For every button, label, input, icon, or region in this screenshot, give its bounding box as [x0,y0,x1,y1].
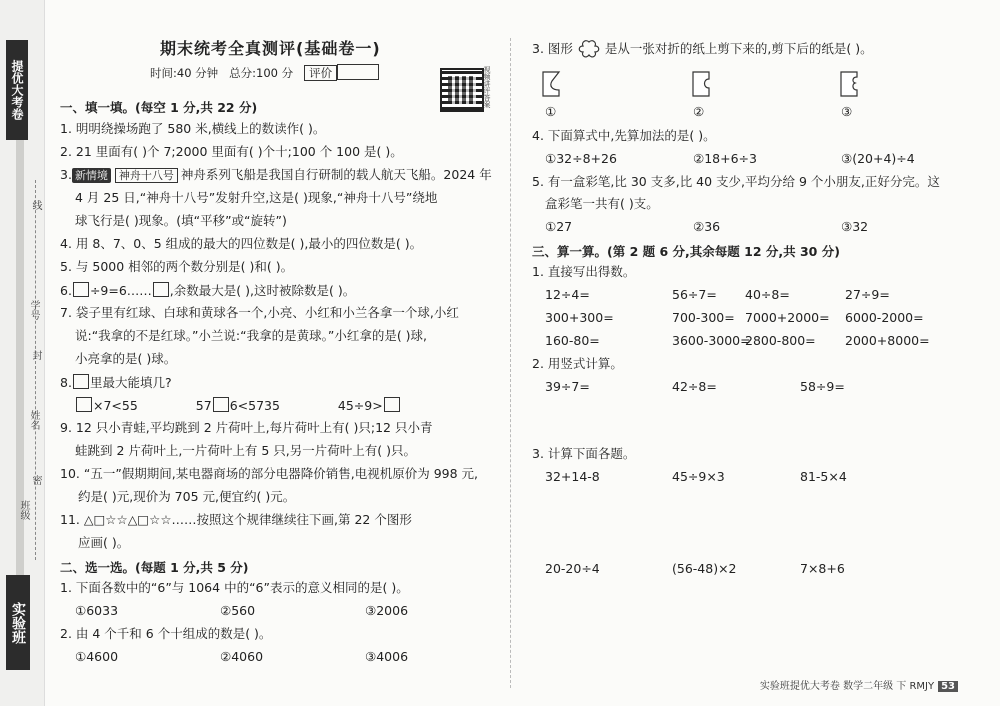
brand-label-top: 提优大考卷 [6,40,28,140]
oral-calc-item: 2000+8000= [845,333,930,348]
paper-cut-option-2-icon [690,70,712,98]
page-divider [510,38,512,688]
answer-box[interactable] [153,282,169,297]
choice-5: 5. 有一盒彩笔,比 30 支多,比 40 支少,平均分给 9 个小朋友,正好分完。这 [532,174,940,189]
page-number: 53 [938,681,958,692]
choice-3-option-2[interactable]: ② [693,104,705,119]
oral-calc-item: 700-300= [672,310,735,325]
question-11-line-2: 应画( )。 [78,535,130,550]
choice-4: 4. 下面算式中,先算加法的是( )。 [532,128,716,143]
time-limit: 时间:40 分钟 [150,66,219,80]
question-1: 1. 明明绕操场跑了 580 米,横线上的数读作( )。 [60,121,326,136]
question-text: 是从一张对折的纸上剪下来的,剪下后的纸是( )。 [604,41,873,56]
name-label: 姓名 [28,410,39,430]
expression: 6<5735 [229,398,280,413]
choice-5-option-3[interactable]: ③32 [841,219,869,234]
choice-2-option-3[interactable]: ③4006 [365,649,409,664]
choice-1-option-3[interactable]: ③2006 [365,603,409,618]
calc-part-1: 1. 直接写出得数。 [532,264,636,279]
mixed-calc-item: 20-20÷4 [545,561,600,576]
choice-5-line-2: 盒彩笔一共有( )支。 [545,196,659,211]
paper-cut-option-3-icon [838,70,860,98]
flower-shape-icon [577,40,601,58]
question-text: 3. 图形 [532,41,573,56]
answer-box[interactable] [73,282,89,297]
answer-box[interactable] [76,397,92,412]
question-number: 8. [60,375,72,390]
question-8 [60,374,172,391]
oral-calc-item: 2800-800= [745,333,816,348]
cut-mark: 封 [30,350,41,360]
choice-2-option-1[interactable]: ①4600 [75,649,119,664]
oral-calc-item: 7000+2000= [745,310,830,325]
qr-code[interactable] [440,68,484,112]
choice-5-option-2[interactable]: ②36 [693,219,721,234]
question-5: 5. 与 5000 相邻的两个数分别是( )和( )。 [60,259,294,274]
question-9-line-2: 蛙跳到 2 片荷叶上,一片荷叶上有 5 只,另一片荷叶上有( )只。 [75,443,416,458]
question-number: 6. [60,283,72,298]
oral-calc-item: 300+300= [545,310,614,325]
question-text: ÷9=6…… [89,283,152,298]
question-2: 2. 21 里面有( )个 7;2000 里面有( )个十;100 个 100 是( )。 [60,144,403,159]
mixed-calc-item: 45÷9×3 [672,469,725,484]
question-4: 4. 用 8、7、0、5 组成的最大的四位数是( ),最小的四位数是( )。 [60,236,423,251]
choice-4-option-3[interactable]: ③(20+4)÷4 [841,151,915,166]
vertical-calc-item: 58÷9= [800,379,845,394]
cut-line [35,180,37,560]
exam-meta [150,64,379,81]
expression: 57 [195,398,212,413]
new-context-tag: 新情境 [72,168,111,183]
eval-label: 评价 [304,65,337,81]
section-calculate: 三、算一算。(第 2 题 6 分,其余每题 12 分,共 30 分) [532,244,840,259]
paper-cut-option-1-icon [540,70,562,98]
choice-1: 1. 下面各数中的“6”与 1064 中的“6”表示的意义相同的是( )。 [60,580,409,595]
choice-1-option-2[interactable]: ②560 [220,603,256,618]
calc-part-2: 2. 用竖式计算。 [532,356,623,371]
oral-calc-item: 27÷9= [845,287,890,302]
question-7-line-2: 说:“我拿的不是红球。”小兰说:“我拿的是黄球。”小红拿的是( )球, [75,328,428,343]
choice-3 [532,40,873,58]
question-7-line-3: 小亮拿的是( )球。 [75,351,177,366]
oral-calc-item: 160-80= [545,333,600,348]
answer-box[interactable] [213,397,229,412]
question-text: 里最大能填几? [89,375,172,390]
class-label: 班级 [18,500,29,520]
choice-1-option-1[interactable]: ①6033 [75,603,119,618]
question-9: 9. 12 只小青蛙,平均跳到 2 片荷叶上,每片荷叶上有( )只;12 只小青 [60,420,433,435]
expression: ×7<55 [93,398,138,413]
answer-box[interactable] [73,374,89,389]
question-3-line-3: 球飞行是( )现象。(填“平移”或“旋转”) [75,213,287,228]
question-10-line-2: 约是( )元,现价为 705 元,便宜约( )元。 [78,489,296,504]
choice-4-option-2[interactable]: ②18+6÷3 [693,151,757,166]
question-3-line-2: 4 月 25 日,“神舟十八号”发射升空,这是( )现象,“神舟十八号”绕地 [75,190,438,205]
question-number: 3. [60,167,72,182]
total-score: 总分:100 分 [229,66,294,80]
section-choice: 二、选一选。(每题 1 分,共 5 分) [60,560,249,575]
choice-3-option-1[interactable]: ① [545,104,557,119]
page-footer [760,677,958,692]
mixed-calc-item: (56-48)×2 [672,561,737,576]
oral-calc-item: 56÷7= [672,287,717,302]
binding-sidebar [0,0,45,706]
oral-calc-item: 40÷8= [745,287,790,302]
question-3 [60,167,492,183]
question-7: 7. 袋子里有红球、白球和黄球各一个,小亮、小红和小兰各拿一个球,小红 [60,305,459,320]
mixed-calc-item: 7×8+6 [800,561,845,576]
expression: 45÷9> [337,398,383,413]
answer-box[interactable] [384,397,400,412]
question-6 [60,282,355,299]
vertical-calc-item: 39÷7= [545,379,590,394]
mixed-calc-item: 32+14-8 [545,469,600,484]
question-11: 11. △□☆☆△□☆☆……按照这个规律继续往下画,第 22 个图形 [60,512,412,527]
eval-field[interactable] [337,64,379,80]
vertical-calc-item: 42÷8= [672,379,717,394]
oral-calc-item: 3600-3000= [672,333,751,348]
question-text: 神舟系列飞船是我国自行研制的载人航天飞船。2024 年 [180,167,492,182]
question-text: ,余数最大是( ),这时被除数是( )。 [169,283,356,298]
oral-calc-item: 6000-2000= [845,310,924,325]
question-8-expressions [75,397,401,414]
choice-3-option-3[interactable]: ③ [841,104,853,119]
qr-caption: 视频讲评答案 [483,66,491,108]
choice-2-option-2[interactable]: ②4060 [220,649,264,664]
footer-text: 实验班提优大考卷 数学二年级 下 RMJY [759,681,935,692]
cut-mark: 密 [30,475,41,485]
cut-mark: 线 [30,200,41,210]
question-10: 10. “五一”假期期间,某电器商场的部分电器降价销售,电视机原价为 998 元, [60,466,479,481]
topic-tag: 神舟十八号 [115,168,178,183]
page-title: 期末统考全真测评(基础卷一) [160,39,381,58]
section-fill-in: 一、填一填。(每空 1 分,共 22 分) [60,100,258,115]
student-number-label: 学号 [28,300,39,320]
oral-calc-item: 12÷4= [545,287,590,302]
brand-label-bottom: 实验班 [6,575,30,670]
choice-4-option-1[interactable]: ①32÷8+26 [545,151,617,166]
calc-part-3: 3. 计算下面各题。 [532,446,636,461]
mixed-calc-item: 81-5×4 [800,469,847,484]
choice-2: 2. 由 4 个千和 6 个十组成的数是( )。 [60,626,272,641]
choice-5-option-1[interactable]: ①27 [545,219,573,234]
